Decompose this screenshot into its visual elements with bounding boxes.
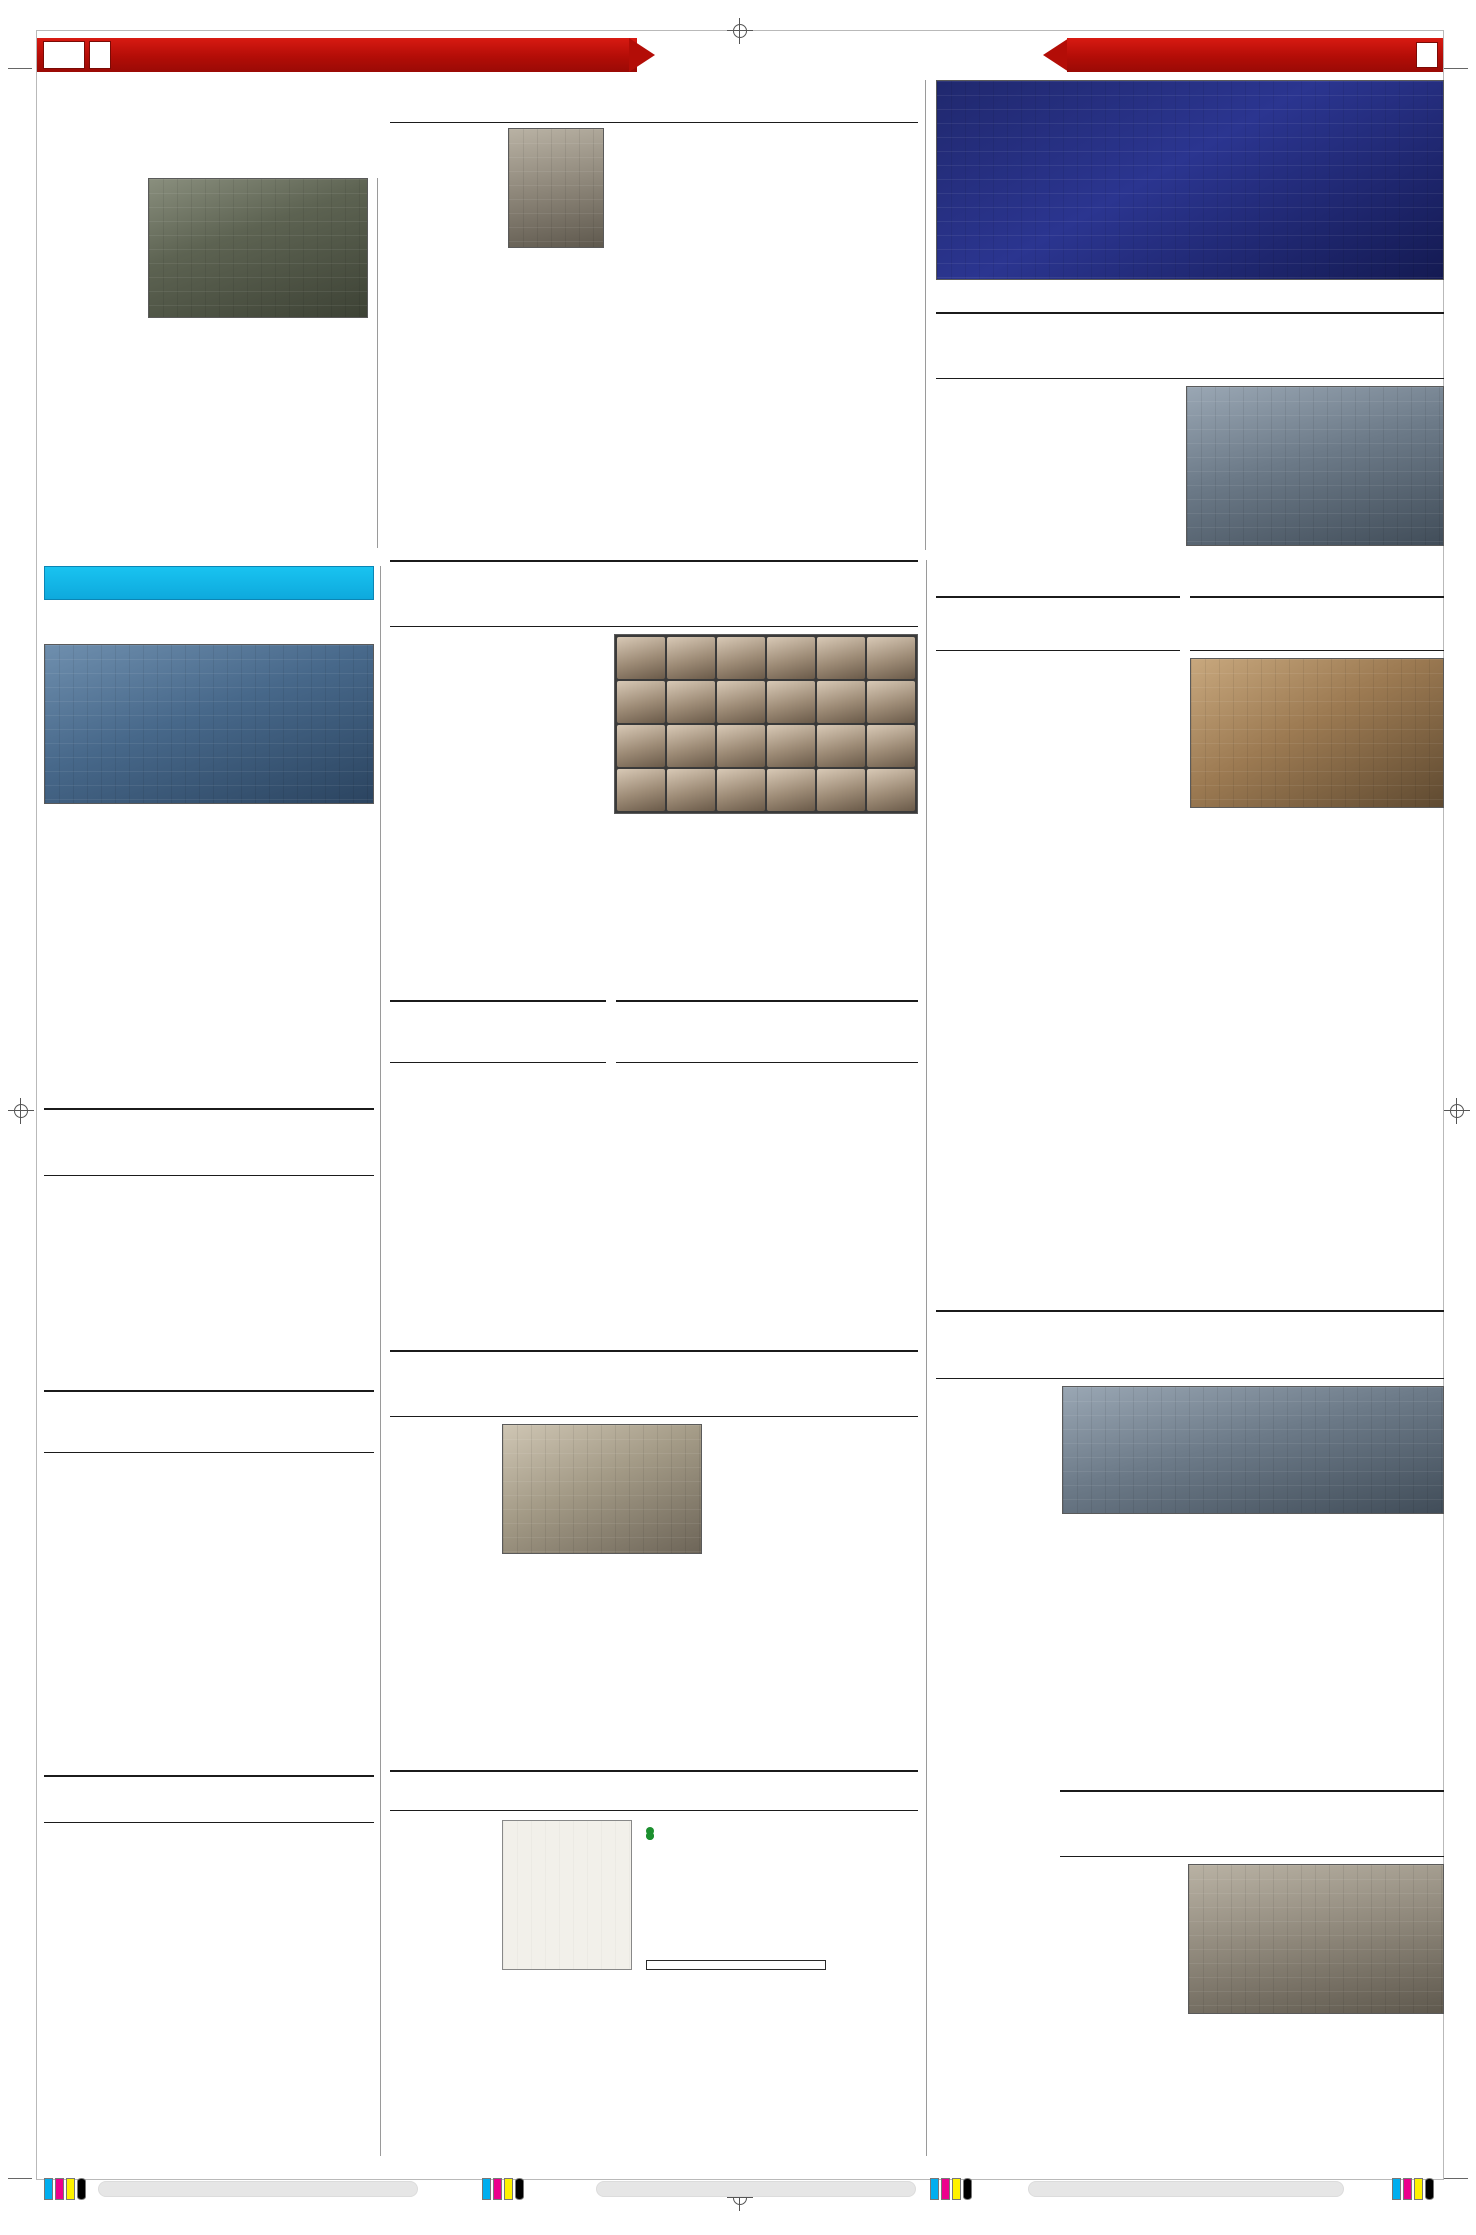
cmyk-strip-4 xyxy=(1392,2178,1434,2200)
lead-photo xyxy=(148,178,368,318)
issue-date xyxy=(1416,42,1438,68)
rule-left-col-edge xyxy=(380,566,381,2156)
masthead-left-arrow xyxy=(629,38,655,72)
lead-story-text xyxy=(44,178,140,181)
rule-quiz-under xyxy=(1190,650,1444,651)
jain-photo xyxy=(1186,386,1444,546)
cmyk-cyan xyxy=(930,2178,939,2200)
rule-sohana-top xyxy=(936,596,1180,598)
colony-col-1 xyxy=(390,1820,494,1823)
rule-nursing-under xyxy=(390,626,918,627)
rule-jain-top xyxy=(936,312,1444,314)
rule-sohana-under xyxy=(936,650,1180,651)
cmyk-yellow xyxy=(66,2178,75,2200)
rule-colony-top xyxy=(390,1770,918,1772)
cmyk-black xyxy=(515,2178,524,2200)
colony-note-box xyxy=(646,1960,826,1970)
gray-bar-1 xyxy=(98,2181,418,2197)
rule-nursing-top xyxy=(390,560,918,562)
gray-bar-3 xyxy=(1028,2181,1344,2197)
cmyk-magenta xyxy=(55,2178,64,2200)
rule-lead-right xyxy=(377,178,378,548)
cmyk-strip-1 xyxy=(44,2178,86,2200)
rule-kmv-top xyxy=(390,1350,918,1352)
kmv-photo xyxy=(502,1424,702,1554)
registration-mark-left xyxy=(8,1098,34,1124)
rule-buspass-top xyxy=(44,1775,374,1777)
rule-aap-top xyxy=(390,1000,606,1002)
sohana-col-1 xyxy=(936,658,1052,661)
cmyk-yellow xyxy=(504,2178,513,2200)
rule-buspass-under xyxy=(44,1822,374,1823)
rule-ngo-under xyxy=(44,1175,374,1176)
crop-tick-right-top xyxy=(1444,68,1468,69)
registration-mark-right xyxy=(1444,1098,1470,1124)
cmyk-magenta xyxy=(493,2178,502,2200)
egov-col-1 xyxy=(44,1460,148,1463)
rule-police-under xyxy=(936,1378,1444,1379)
health-col-1 xyxy=(390,128,502,131)
rule-ncc-under xyxy=(1060,1856,1444,1857)
cmyk-strip-3 xyxy=(930,2178,972,2200)
jain-col-1 xyxy=(936,386,1054,389)
glance-photo xyxy=(44,644,374,804)
colony-document-photo xyxy=(502,1820,632,1970)
police-col-1 xyxy=(936,1386,1052,1389)
cmyk-black xyxy=(963,2178,972,2200)
police-photo xyxy=(1062,1386,1444,1514)
crop-tick-right-bottom xyxy=(1444,2178,1468,2179)
masthead-right-band xyxy=(1067,38,1443,72)
health-portrait-photo xyxy=(508,128,604,248)
colony-bullet-list xyxy=(646,1822,918,1827)
cmyk-yellow xyxy=(952,2178,961,2200)
cmyk-cyan xyxy=(482,2178,491,2200)
lead-headline-block xyxy=(44,80,464,84)
gray-bar-2 xyxy=(596,2181,916,2197)
quiz-col-1 xyxy=(1190,842,1310,845)
rule-colony-under xyxy=(390,1810,918,1811)
cmyk-yellow xyxy=(1414,2178,1423,2200)
nursing-students-photo-grid xyxy=(614,634,918,814)
rule-centre-col-edge xyxy=(926,560,927,2156)
rule-kmv-under xyxy=(390,1416,918,1417)
rule-health-right xyxy=(925,80,926,550)
brand-name xyxy=(89,41,111,69)
cmyk-strip-2 xyxy=(482,2178,524,2200)
aap-col-1 xyxy=(390,1070,494,1073)
rule-egov-under xyxy=(44,1452,374,1453)
quiz-photo xyxy=(1190,658,1444,808)
masthead xyxy=(37,38,1443,72)
crop-tick-left-top xyxy=(8,68,32,69)
rule-ngo-top xyxy=(44,1108,374,1110)
cmyk-magenta xyxy=(1403,2178,1412,2200)
masthead-right-arrow xyxy=(1043,38,1069,72)
cmyk-black xyxy=(1425,2178,1434,2200)
masthead-left-band xyxy=(37,38,637,72)
rule-jain-under xyxy=(936,378,1444,379)
buspass-col-1 xyxy=(44,1830,148,1833)
rally-col-1 xyxy=(616,1070,712,1073)
crop-tick-left-bottom xyxy=(8,2178,32,2179)
ncc-col-1 xyxy=(1060,1864,1178,1867)
rule-egov-top xyxy=(44,1390,374,1392)
rule-quiz-top xyxy=(1190,596,1444,598)
cmyk-cyan xyxy=(1392,2178,1401,2200)
edition-title xyxy=(657,38,1043,72)
rule-aap-under xyxy=(390,1062,606,1063)
rule-ncc-top xyxy=(1060,1790,1444,1792)
cmyk-cyan xyxy=(44,2178,53,2200)
rule-health-under xyxy=(390,122,918,123)
page-frame xyxy=(36,30,1444,2180)
cmyk-black xyxy=(77,2178,86,2200)
rule-police-top xyxy=(936,1310,1444,1312)
police-headline-block xyxy=(936,1318,1444,1320)
rule-rally-under xyxy=(616,1062,918,1063)
page-number xyxy=(43,41,85,69)
ngo-col-1 xyxy=(44,1182,148,1185)
felicitation-photo xyxy=(936,80,1444,280)
ncc-photo xyxy=(1188,1864,1444,2014)
kmv-col-1 xyxy=(390,1424,494,1427)
rule-rally-top xyxy=(616,1000,918,1002)
cmyk-magenta xyxy=(941,2178,950,2200)
ik-nazar-banner xyxy=(44,566,374,600)
nursing-col-1 xyxy=(390,634,494,637)
